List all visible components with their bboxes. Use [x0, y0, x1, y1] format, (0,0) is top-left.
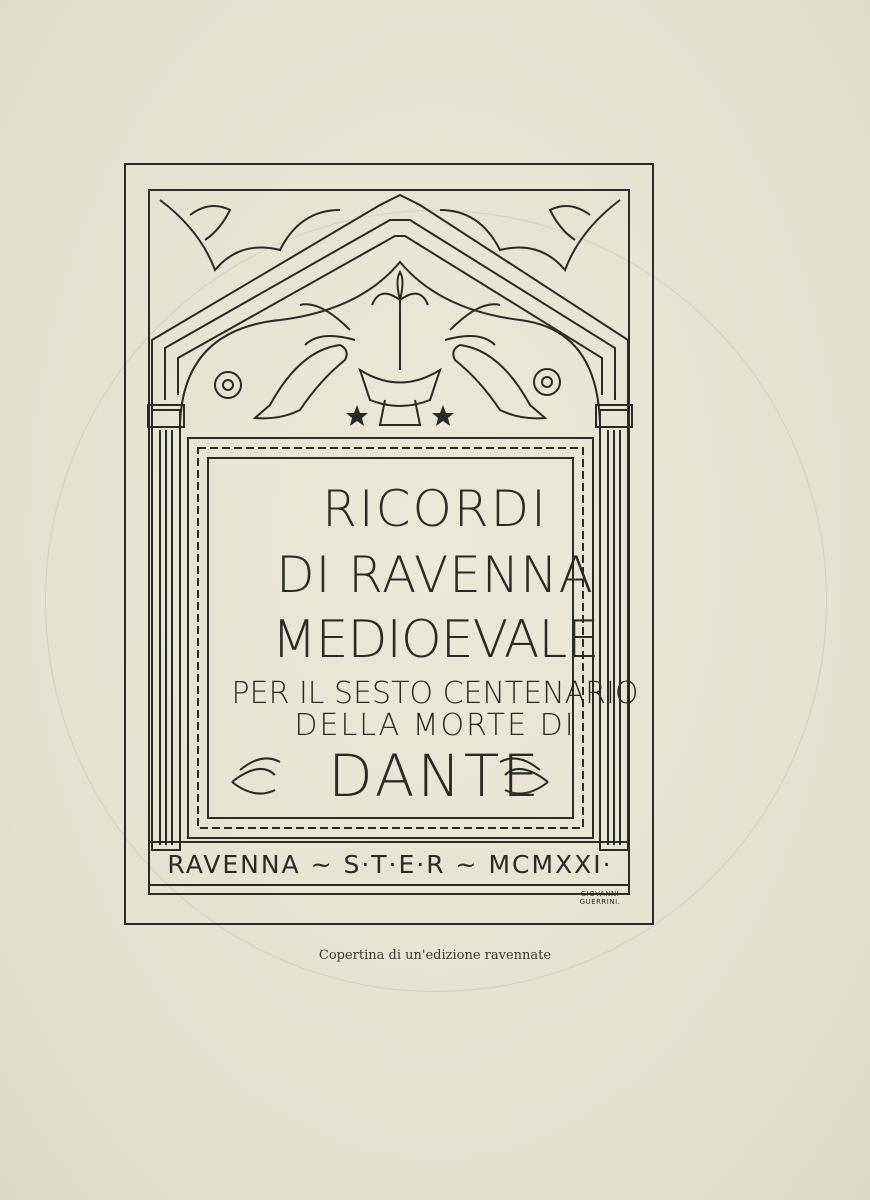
left-corner-foliage: [160, 200, 340, 270]
cover-imprint: RAVENNA ~ S·T·E·R ~ MCMXXI·: [167, 850, 613, 879]
figure-caption: Copertina di un'edizione ravennate: [318, 948, 552, 963]
left-star: [346, 405, 368, 426]
arch-gable: [152, 195, 628, 410]
signature-line-1: GIOVANNI: [580, 890, 620, 898]
cover-name: DANTE: [328, 742, 542, 810]
right-palm: [445, 304, 500, 345]
artist-signature: [570, 890, 630, 906]
cover-subtitle-line-1: PER IL SESTO CENTENARIO: [231, 676, 639, 711]
left-palm: [300, 304, 355, 345]
right-star: [432, 405, 454, 426]
cover-title-line-3: MEDIOEVALE: [271, 610, 599, 670]
cover-title-line-1: RICORDI: [322, 480, 548, 538]
right-bird: [453, 345, 545, 418]
signature-line-2: GUERRINI.: [579, 898, 621, 906]
right-rosette: [534, 369, 560, 395]
cover-subtitle-line-2: DELLA MORTE DI: [294, 708, 576, 743]
cover-title-line-2: DI RAVENNA: [276, 546, 594, 604]
left-rosette: [215, 372, 241, 398]
fountain-basin: [360, 370, 440, 406]
left-bird: [255, 345, 347, 418]
